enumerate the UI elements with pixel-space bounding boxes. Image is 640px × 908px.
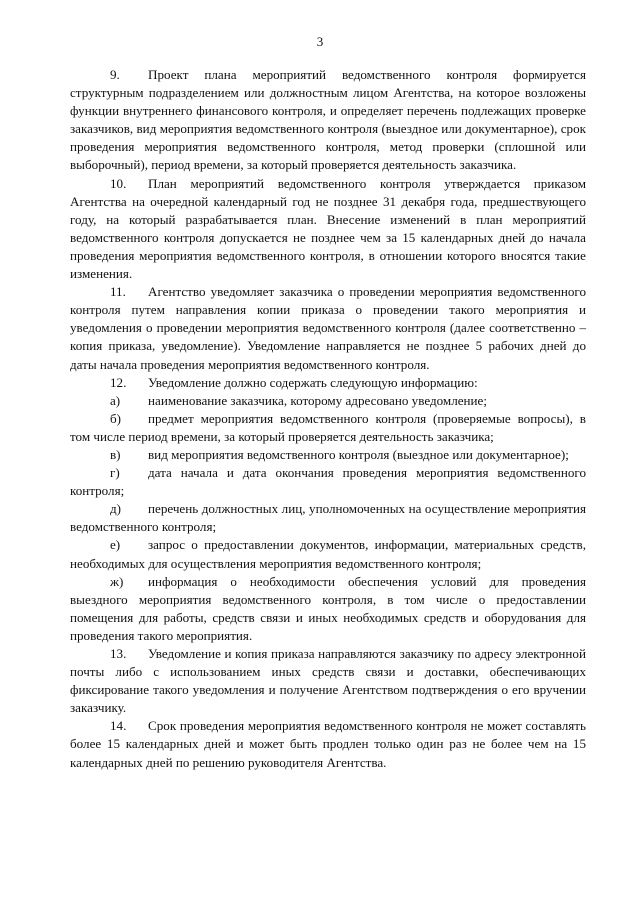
paragraph-marker: 11. xyxy=(110,284,126,300)
document-body xyxy=(70,66,586,772)
list-item-zh xyxy=(70,573,586,645)
paragraph-marker: 13. xyxy=(110,646,127,661)
list-item-b xyxy=(70,410,586,446)
paragraph-12 xyxy=(70,374,586,392)
paragraph-text: План мероприятий ведомственного контроля утверждается приказом Агентства на очередной календарный год не позднее 31 декабря года, предшествующего году, на который разрабатывается план. Внесение изменений в план мероприятий ведомственного контроля допускается не позднее чем за 15 календарных дней до начала проведения мероприятия ведомственного контроля, в отношении которого вносятся такие изменения. xyxy=(70,175,586,282)
paragraph-marker: 10. xyxy=(110,175,127,191)
list-item-e xyxy=(70,536,586,572)
list-item-text: предмет мероприятия ведомственного контроля (проверяемые вопросы), в том числе период времени, за который проверяется деятельность заказчика; xyxy=(70,410,586,444)
paragraph-9 xyxy=(70,66,586,175)
list-item-text: наименование заказчика, которому адресовано уведомление; xyxy=(148,392,488,408)
list-item-v xyxy=(70,446,586,464)
list-item-text: информация о необходимости обеспечения условий для проведения выездного мероприятия ведомственного контроля, в том числе о предоставлении помещения для работы, средств связи и иных необходимых средств и оборудования для проведения такого мероприятия. xyxy=(70,573,586,643)
list-marker: ж) xyxy=(110,573,124,589)
list-item-g xyxy=(70,464,586,500)
list-marker: г) xyxy=(110,465,120,481)
paragraph-text: Проект плана мероприятий ведомственного контроля формируется структурным подразделением или должностным лицом Агентства, на которое возложены функции внутреннего финансового контроля, и определяет перечень подлежащих проверке заказчиков, вид мероприятия ведомственного контроля (выездное или документарное), срок проведения мероприятия ведомственного контроля, метод проверки (сплошной или выборочный), период времени, за который проверяется деятельность заказчика. xyxy=(70,67,586,173)
paragraph-marker: 12. xyxy=(110,374,127,390)
list-marker: е) xyxy=(110,537,121,553)
paragraph-text: Срок проведения мероприятия ведомственного контроля не может составлять более 15 календарных дней и может быть продлен только один раз не более чем на 15 календарных дней по решению руководителя Агентства. xyxy=(70,718,586,770)
list-marker: а) xyxy=(110,392,121,408)
page-number: 3 xyxy=(316,34,324,49)
list-item-text: дата начала и дата окончания проведения мероприятия ведомственного контроля; xyxy=(70,465,586,499)
list-marker: д) xyxy=(110,501,122,517)
paragraph-11 xyxy=(70,283,586,373)
paragraph-marker: 14. xyxy=(110,718,127,734)
paragraph-10 xyxy=(70,175,586,284)
list-item-a xyxy=(70,392,586,410)
list-item-text: перечень должностных лиц, уполномоченных на осуществление мероприятия ведомственного контроля; xyxy=(70,501,586,535)
paragraph-text: Агентство уведомляет заказчика о проведении мероприятия ведомственного контроля путем направления копии приказа о проведении такого мероприятия и уведомления о проведении мероприятия ведомственного контроля (далее соответственно – копия приказа, уведомление). Уведомление направляется не позднее 5 рабочих дней до даты начала проведения мероприятия ведомственного контроля. xyxy=(70,284,586,372)
list-item-text: вид мероприятия ведомственного контроля (выездное или документарное); xyxy=(148,446,569,462)
list-marker: в) xyxy=(110,446,121,462)
paragraph-13 xyxy=(70,645,586,717)
paragraph-text: Уведомление должно содержать следующую информацию: xyxy=(148,374,478,390)
paragraph-text: Уведомление и копия приказа направляются заказчику по адресу электронной почты либо с использованием иных средств связи и доставки, обеспечивающих фиксирование такого уведомления и получение Агентством подтверждения о его вручении заказчику. xyxy=(70,646,586,716)
list-item-d xyxy=(70,500,586,536)
list-marker: б) xyxy=(110,410,122,426)
list-item-text: запрос о предоставлении документов, информации, материальных средств, необходимых для осуществления мероприятия ведомственного контроля; xyxy=(70,537,586,571)
paragraph-14 xyxy=(70,717,586,771)
paragraph-marker: 9. xyxy=(110,67,120,82)
